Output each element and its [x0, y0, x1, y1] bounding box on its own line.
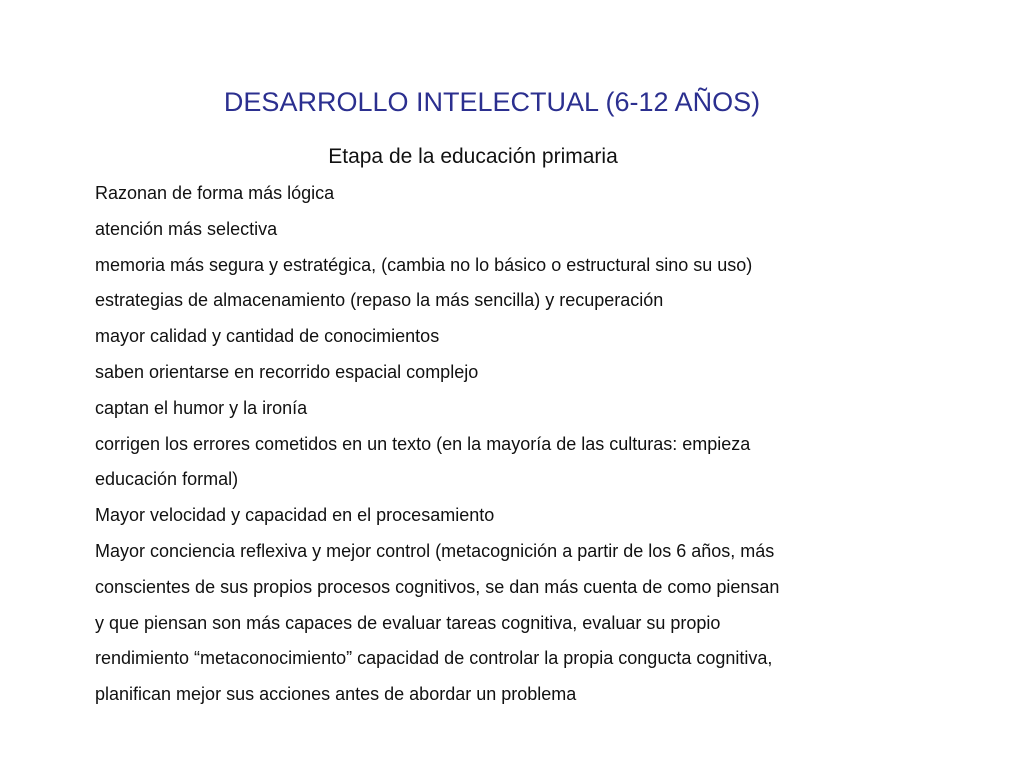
content-line: memoria más segura y estratégica, (cambia no lo básico o estructural sino su uso) — [95, 254, 753, 275]
content-line: Mayor conciencia reflexiva y mejor control (metacognición a partir de los 6 años, más — [95, 540, 775, 561]
content-line: estrategias de almacenamiento (repaso la más sencilla) y recuperación — [95, 290, 664, 311]
content-line: mayor calidad y cantidad de conocimientos — [95, 326, 440, 347]
slide-title: DESARROLLO INTELECTUAL (6-12 AÑOS) — [223, 87, 761, 117]
content-line: captan el humor y la ironía — [95, 397, 308, 418]
slide-subtitle: Etapa de la educación primaria — [328, 145, 618, 168]
content-line: conscientes de sus propios procesos cognitivos, se dan más cuenta de como piensan — [95, 576, 780, 597]
content-line: planifican mejor sus acciones antes de abordar un problema — [95, 684, 577, 705]
content-line: rendimiento “metaconocimiento” capacidad de controlar la propia congucta cognitiva, — [95, 648, 773, 669]
content-line: educación formal) — [95, 469, 239, 490]
content-line: atención más selectiva — [95, 218, 278, 239]
content-line: corrigen los errores cometidos en un texto (en la mayoría de las culturas: empieza — [95, 433, 751, 454]
content-list — [95, 176, 995, 713]
content-line: Razonan de forma más lógica — [95, 183, 335, 203]
content-line: y que piensan son más capaces de evaluar tareas cognitiva, evaluar su propio — [95, 612, 721, 633]
content-line: Mayor velocidad y capacidad en el procesamiento — [95, 505, 495, 526]
content-line: saben orientarse en recorrido espacial complejo — [95, 361, 479, 382]
